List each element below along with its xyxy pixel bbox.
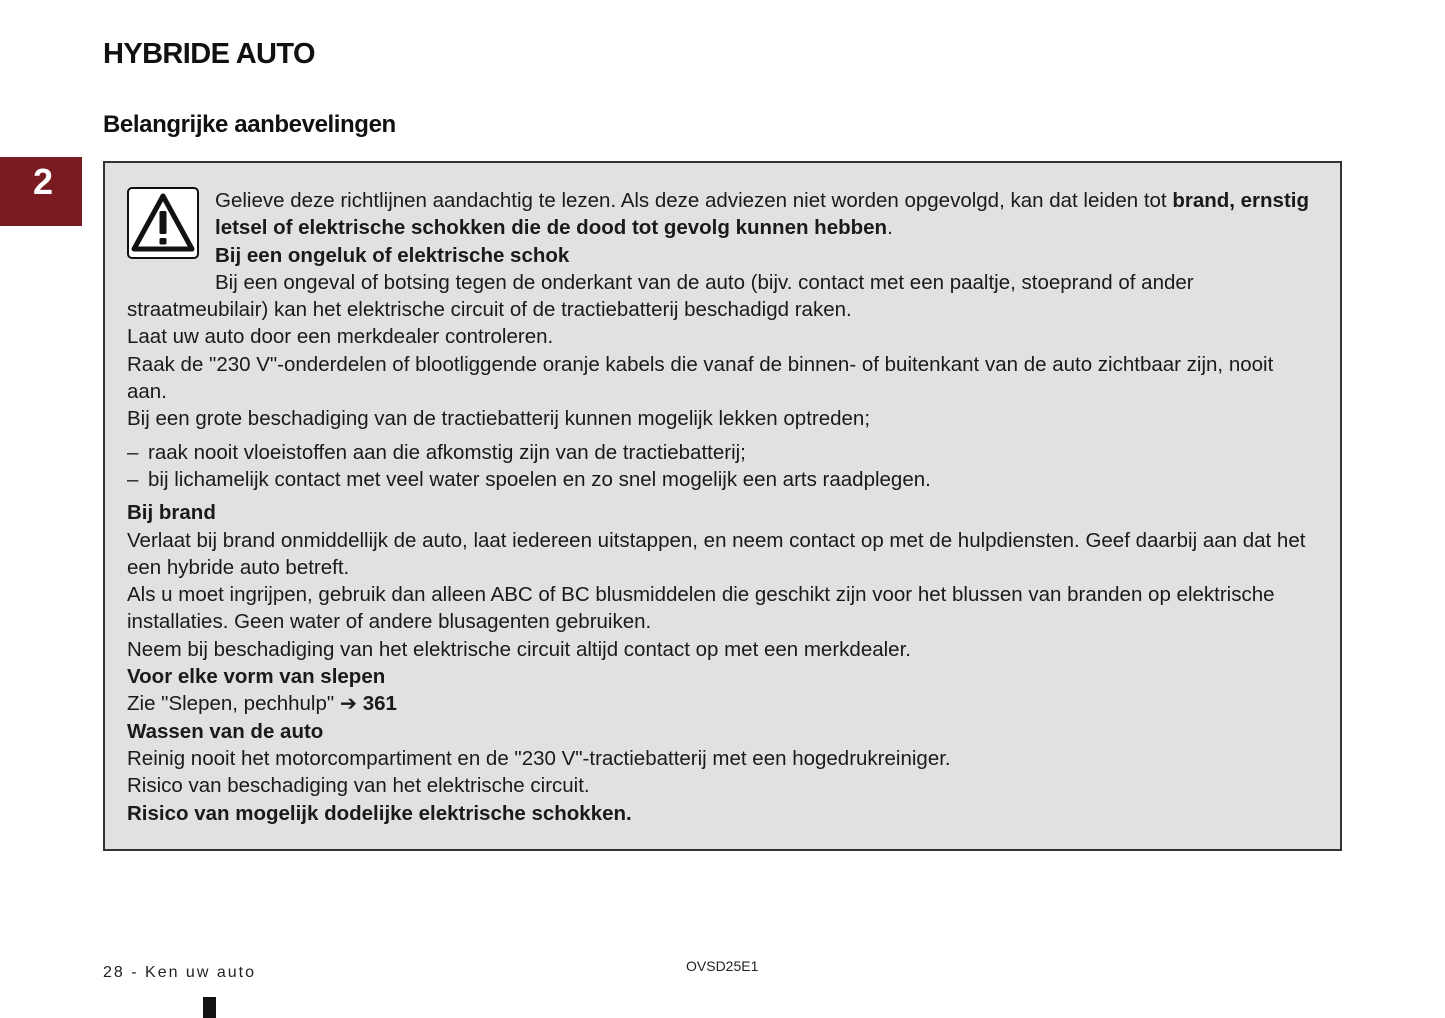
fire-paragraph: Neem bij beschadiging van het elektrische circuit altijd contact op met een merkdealer. xyxy=(127,637,911,661)
warning-intro-end: . xyxy=(887,216,893,240)
warning-intro-bold: brand, ernstig letsel of elektrische schokken die de dood tot gevolg kunnen hebben xyxy=(215,189,1309,240)
warning-intro-text: Gelieve deze richtlijnen aandachtig te lezen. Als deze adviezen niet worden opgevolgd, kan dat leiden tot xyxy=(215,189,1173,212)
towing-heading: Voor elke vorm van slepen xyxy=(127,665,386,689)
section-title: Belangrijke aanbevelingen xyxy=(103,111,396,138)
page-reference-link[interactable]: 361 xyxy=(362,692,397,716)
washing-paragraph: Reinig nooit het motorcompartiment en de "230 V"-tractiebatterij met een hogedrukreiniger. xyxy=(127,746,951,770)
fire-paragraph: Als u moet ingrijpen, gebruik dan alleen ABC of BC blusmiddelen die geschikt zijn voor het blussen van branden op elektrische installaties. Geen water of andere blusagenten gebruiken. xyxy=(127,583,1275,634)
towing-reference xyxy=(127,690,1314,717)
list-item-text: bij lichamelijk contact met veel water spoelen en zo snel mogelijk een arts raadplegen. xyxy=(148,467,931,491)
warning-intro xyxy=(127,187,1314,242)
accident-heading: Bij een ongeluk of elektrische schok xyxy=(215,243,570,267)
warning-triangle-icon xyxy=(127,187,199,259)
fire-paragraph: Verlaat bij brand onmiddellijk de auto, laat iedereen uitstappen, en neem contact op met de hulpdiensten. Geef daarbij aan dat het een hybride auto betreft. xyxy=(127,528,1306,579)
accident-list xyxy=(127,439,1314,494)
dash-marker: – xyxy=(127,440,139,464)
warning-box xyxy=(103,161,1342,851)
list-item-text: raak nooit vloeistoffen aan die afkomstig zijn van de tractiebatterij; xyxy=(148,440,746,464)
dash-marker: – xyxy=(127,467,139,491)
accident-paragraph: Bij een grote beschadiging van de tractiebatterij kunnen mogelijk lekken optreden; xyxy=(127,407,871,431)
washing-heading: Wassen van de auto xyxy=(127,719,324,743)
fire-heading: Bij brand xyxy=(127,501,216,525)
washing-warning: Risico van mogelijk dodelijke elektrische schokken. xyxy=(127,801,632,825)
page-marker-bar xyxy=(203,997,216,1018)
chapter-tab: 2 xyxy=(0,157,82,226)
document-code: OVSD25E1 xyxy=(686,958,759,974)
page-title: HYBRIDE AUTO xyxy=(103,38,315,70)
washing-paragraph: Risico van beschadiging van het elektrische circuit. xyxy=(127,774,590,798)
accident-paragraph: Laat uw auto door een merkdealer controleren. xyxy=(127,325,554,349)
accident-paragraph: Raak de "230 V"-onderdelen of blootliggende oranje kabels die vanaf de binnen- of buitenkant van de auto zichtbaar zijn, nooit aan. xyxy=(127,352,1274,404)
list-item xyxy=(127,466,1314,493)
arrow-right-icon: ➔ xyxy=(339,692,358,716)
list-item xyxy=(127,439,1314,466)
page-footer-label: 28 - Ken uw auto xyxy=(103,964,256,981)
towing-text: Zie "Slepen, pechhulp" xyxy=(127,692,340,716)
accident-paragraph: Bij een ongeval of botsing tegen de onderkant van de auto (bijv. contact met een paaltje, stoeprand of ander straatmeubilair) kan het elektrische circuit of de tractiebatterij beschadigd raken. xyxy=(127,270,1194,322)
